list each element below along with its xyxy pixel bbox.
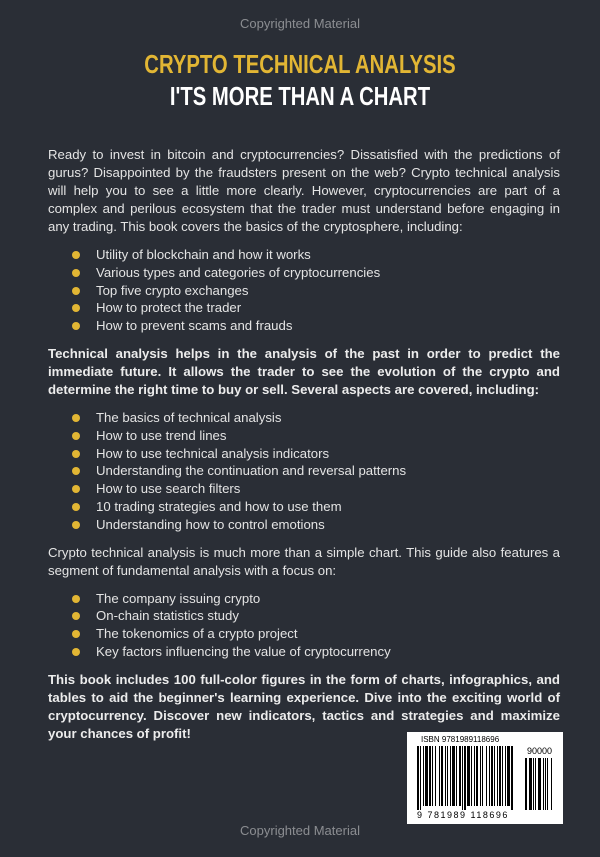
- list-item: [72, 625, 560, 643]
- title-line-2: I'TS MORE THAN A CHART: [169, 81, 431, 111]
- bullet-icon: [72, 251, 80, 259]
- list-item-text: How to prevent scams and frauds: [96, 318, 293, 334]
- list-item: [72, 317, 560, 335]
- list-item: [72, 462, 560, 480]
- bullet-icon: [72, 432, 80, 440]
- list-item: [72, 282, 560, 300]
- bullet-icon: [72, 450, 80, 458]
- bullet-icon: [72, 612, 80, 620]
- list-item-text: Utility of blockchain and how it works: [96, 247, 311, 262]
- back-cover-text: [48, 146, 560, 753]
- barcode-icon: [417, 746, 553, 810]
- bullet-icon: [72, 648, 80, 656]
- list-item-text: On-chain statistics study: [96, 608, 239, 624]
- bullet-icon: [72, 269, 80, 277]
- bullet-icon: [72, 503, 80, 511]
- list-item: [72, 643, 560, 661]
- copyright-watermark-bottom: Copyrighted Material: [240, 823, 360, 838]
- bullet-icon: [72, 485, 80, 493]
- list-item: [72, 299, 560, 317]
- list-item-text: How to use technical analysis indicators: [96, 445, 330, 461]
- bullet-icon: [72, 304, 80, 312]
- list-item-text: How to use trend lines: [96, 427, 227, 443]
- list-item-text: The company issuing crypto: [96, 590, 261, 606]
- bullet-icon: [72, 630, 80, 638]
- list-item: [72, 480, 560, 498]
- bullet-icon: [72, 595, 80, 603]
- list-item-text: Key factors influencing the value of cryptocurrency: [96, 643, 391, 659]
- list-item: [72, 409, 560, 427]
- price-code: 90000: [527, 746, 553, 756]
- list-item: [72, 246, 560, 264]
- list-item-text: How to use search filters: [96, 481, 241, 497]
- bullet-icon: [72, 467, 80, 475]
- list-item: [72, 590, 560, 608]
- list-item-text: Various types and categories of cryptocurrencies: [96, 264, 381, 280]
- list-item: [72, 498, 560, 516]
- isbn-label: ISBN 9781989118696: [421, 735, 500, 744]
- intro-paragraph: Ready to invest in bitcoin and cryptocurrencies? Dissatisfied with the predictions of gurus? Disappointed by the fraudsters present on the web? Crypto technical analysis will help you to see a little more clearly. However, cryptocurrencies are part of a complex and perilous ecosystem that the trader must understand before engaging in any trading. This book covers the basics of the cryptosphere, including:: [48, 147, 560, 234]
- list-item: [72, 516, 560, 534]
- list-item-text: Top five crypto exchanges: [96, 282, 249, 298]
- isbn-barcode: [407, 732, 563, 824]
- title-line-1: CRYPTO TECHNICAL ANALYSIS: [144, 49, 456, 79]
- list-item-text: Understanding how to control emotions: [96, 516, 325, 532]
- isbn-digits: 9 781989 118696: [417, 810, 509, 820]
- list-item-text: How to protect the trader: [96, 300, 242, 316]
- list-item: [72, 427, 560, 445]
- list-item-text: The tokenomics of a crypto project: [96, 626, 298, 642]
- list-item: [72, 607, 560, 625]
- bullet-list-3: [48, 590, 560, 661]
- bullet-list-1: [48, 246, 560, 335]
- bullet-list-2: [48, 409, 560, 534]
- list-item-text: 10 trading strategies and how to use them: [96, 498, 342, 514]
- bullet-icon: [72, 521, 80, 529]
- list-item: [72, 264, 560, 282]
- technical-analysis-paragraph: Technical analysis helps in the analysis of the past in order to predict the immediate future. It allows the trader to see the evolution of the crypto and determine the right time to buy or sell. Several aspects are covered, including:: [48, 345, 560, 397]
- fundamental-analysis-paragraph: Crypto technical analysis is much more than a simple chart. This guide also features a segment of fundamental analysis with a focus on:: [48, 544, 560, 578]
- bullet-icon: [72, 322, 80, 330]
- bullet-icon: [72, 287, 80, 295]
- list-item-text: The basics of technical analysis: [96, 409, 282, 425]
- book-title: [66, 50, 534, 110]
- list-item-text: Understanding the continuation and reversal patterns: [96, 463, 407, 479]
- list-item: [72, 445, 560, 463]
- closing-paragraph: This book includes 100 full-color figures in the form of charts, infographics, and tables to aid the beginner's learning experience. Dive into the exciting world of cryptocurrency. Discover new indicators, tactics and strategies and maximize your chances of profit!: [48, 671, 560, 741]
- copyright-watermark-top: Copyrighted Material: [240, 16, 360, 31]
- bullet-icon: [72, 414, 80, 422]
